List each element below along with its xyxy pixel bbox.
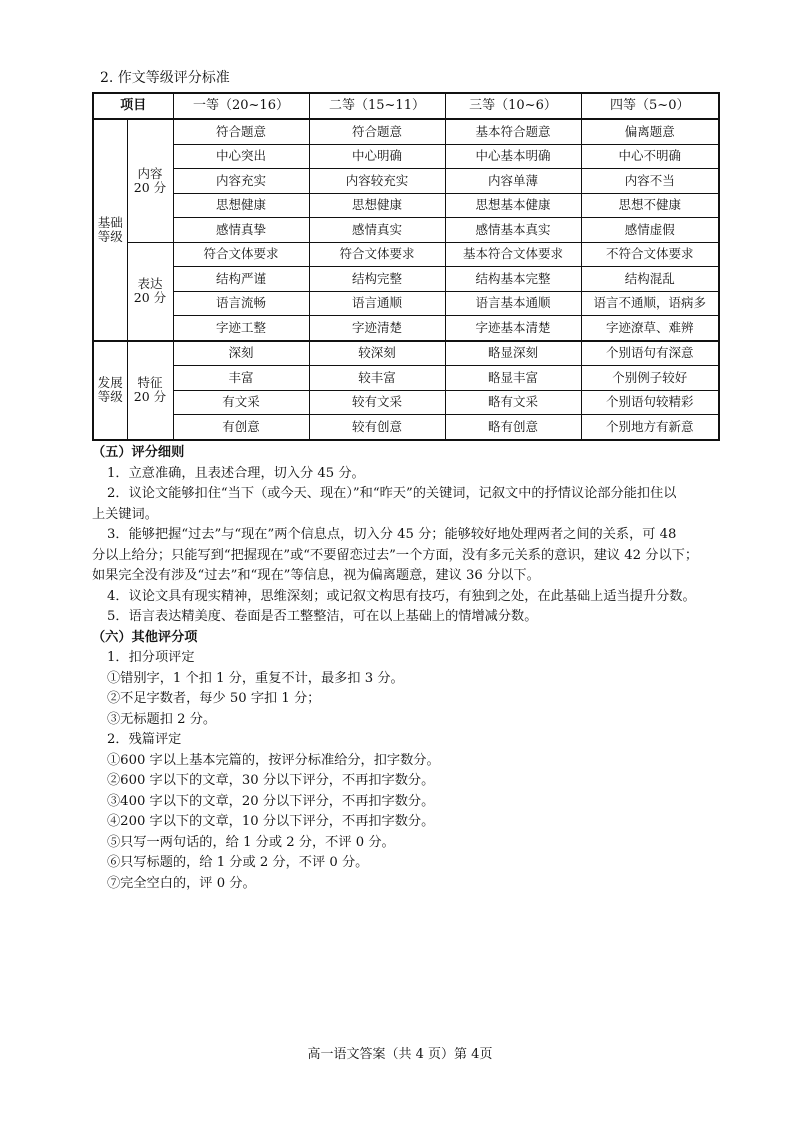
rule-line: 分以上给分；只能写到“把握现在”或“不要留恋过去”一个方面，没有多元关系的意识，建议 42 分以下； xyxy=(92,547,699,563)
criteria-cell: 字迹基本清楚 xyxy=(445,316,581,341)
grading-table-body xyxy=(93,93,719,440)
scoring-rules-text xyxy=(92,443,732,894)
criteria-cell: 感情虚假 xyxy=(581,218,719,243)
criteria-cell: 符合题意 xyxy=(309,119,445,144)
rule-line: 3．能够把握“过去”与“现在”两个信息点，切入分 45 分；能够较好地处理两者之间的关系，可 48 xyxy=(107,527,677,542)
criteria-cell: 中心基本明确 xyxy=(445,144,581,169)
criteria-cell: 略有创意 xyxy=(445,415,581,440)
table-row xyxy=(93,218,719,243)
rule-line: ②600 字以下的文章，30 分以下评分，不再扣字数分。 xyxy=(107,773,435,788)
criteria-cell: 内容不当 xyxy=(581,169,719,194)
header-cell-item: 项目 xyxy=(93,93,173,119)
criteria-cell: 有创意 xyxy=(173,415,309,440)
rule-line: 4．议论文具有现实精神，思维深刻；或记叙文构思有技巧，有独到之处，在此基础上适当提升分数。 xyxy=(107,588,696,604)
rule-line: ①600 字以上基本完篇的，按评分标准给分，扣字数分。 xyxy=(107,752,440,768)
category-label-line: 内容 xyxy=(137,165,163,181)
criteria-cell: 中心不明确 xyxy=(581,144,719,169)
criteria-cell: 语言不通顺，语病多 xyxy=(581,291,719,316)
criteria-cell: 较有创意 xyxy=(309,415,445,440)
header-cell-grade-4: 四等（5~0） xyxy=(581,93,719,119)
rule-line: ⑥只写标题的，给 1 分或 2 分，不评 0 分。 xyxy=(107,855,369,870)
criteria-cell: 语言流畅 xyxy=(173,291,309,316)
section-heading: （五）评分细则 xyxy=(92,445,185,460)
rule-line: ⑦完全空白的，评 0 分。 xyxy=(107,875,256,891)
level-label-cell xyxy=(93,119,127,341)
rule-line: 1．立意准确，且表述合理，切入分 45 分。 xyxy=(107,465,365,481)
criteria-cell: 个别例子较好 xyxy=(581,366,719,391)
criteria-cell: 偏离题意 xyxy=(581,119,719,144)
grading-table xyxy=(92,92,720,441)
criteria-cell: 不符合文体要求 xyxy=(581,242,719,267)
criteria-cell: 语言基本通顺 xyxy=(445,291,581,316)
table-row xyxy=(93,242,719,267)
rule-line: 2．议论文能够扣住“当下（或今天、现在）”和“昨天”的关键词，记叙文中的抒情议论部分能扣住以 xyxy=(107,486,677,501)
level-label-line: 基础 xyxy=(97,214,123,230)
section-heading: （六）其他评分项 xyxy=(92,629,198,645)
table-header-row xyxy=(93,93,719,119)
criteria-cell: 个别语句有深意 xyxy=(581,341,719,366)
rule-line: ②不足字数者，每少 50 字扣 1 分； xyxy=(107,691,321,706)
rule-line: 2．残篇评定 xyxy=(107,732,182,747)
rule-line: 1．扣分项评定 xyxy=(107,650,195,665)
criteria-cell: 丰富 xyxy=(173,366,309,391)
criteria-cell: 结构基本完整 xyxy=(445,267,581,292)
category-label-line: 20 分 xyxy=(133,290,167,305)
criteria-cell: 略有文采 xyxy=(445,390,581,415)
category-label-line: 20 分 xyxy=(133,179,167,195)
criteria-cell: 略显深刻 xyxy=(445,341,581,366)
criteria-cell: 较丰富 xyxy=(309,366,445,391)
table-row xyxy=(93,193,719,218)
criteria-cell: 较深刻 xyxy=(309,341,445,366)
table-row xyxy=(93,390,719,415)
level-label-line: 等级 xyxy=(97,228,123,244)
category-label-cell xyxy=(127,119,173,242)
rule-line: ③400 字以下的文章，20 分以下评分，不再扣字数分。 xyxy=(107,793,435,809)
criteria-cell: 中心明确 xyxy=(309,144,445,169)
criteria-cell: 深刻 xyxy=(173,341,309,366)
header-cell-grade-2: 二等（15~11） xyxy=(309,93,445,119)
criteria-cell: 略显丰富 xyxy=(445,366,581,391)
criteria-cell: 中心突出 xyxy=(173,144,309,169)
criteria-cell: 字迹清楚 xyxy=(309,316,445,341)
criteria-cell: 有文采 xyxy=(173,390,309,415)
rule-line: 如果完全没有涉及“过去”和“现在”等信息，视为偏离题意，建议 36 分以下。 xyxy=(92,568,540,583)
criteria-cell: 结构严谨 xyxy=(173,267,309,292)
rule-line: ⑤只写一两句话的，给 1 分或 2 分，不评 0 分。 xyxy=(107,834,395,850)
level-label-line: 等级 xyxy=(97,389,123,404)
rule-line: ①错别字，1 个扣 1 分，重复不计，最多扣 3 分。 xyxy=(107,670,404,686)
table-row xyxy=(93,119,719,144)
category-label-line: 特征 xyxy=(137,375,163,390)
table-row xyxy=(93,341,719,366)
criteria-cell: 符合题意 xyxy=(173,119,309,144)
rule-line: ④200 字以下的文章，10 分以下评分，不再扣字数分。 xyxy=(107,814,435,829)
criteria-cell: 思想健康 xyxy=(309,193,445,218)
criteria-cell: 较有文采 xyxy=(309,390,445,415)
criteria-cell: 结构完整 xyxy=(309,267,445,292)
criteria-cell: 符合文体要求 xyxy=(309,242,445,267)
criteria-cell: 字迹工整 xyxy=(173,316,309,341)
table-row xyxy=(93,291,719,316)
page-footer: 高一语文答案（共 4 页）第 4页 xyxy=(307,1047,493,1062)
table-row xyxy=(93,144,719,169)
table-row xyxy=(93,169,719,194)
criteria-cell: 基本符合题意 xyxy=(445,119,581,144)
criteria-cell: 语言通顺 xyxy=(309,291,445,316)
header-cell-grade-3: 三等（10~6） xyxy=(445,93,581,119)
criteria-cell: 字迹潦草、难辨 xyxy=(581,316,719,341)
criteria-cell: 思想健康 xyxy=(173,193,309,218)
criteria-cell: 感情基本真实 xyxy=(445,218,581,243)
table-row xyxy=(93,415,719,440)
criteria-cell: 内容单薄 xyxy=(445,169,581,194)
criteria-cell: 个别地方有新意 xyxy=(581,415,719,440)
table-row xyxy=(93,316,719,341)
rule-line: 上关键词。 xyxy=(92,506,158,522)
table-title: 2. 作文等级评分标准 xyxy=(100,70,230,86)
category-label-line: 20 分 xyxy=(133,389,167,404)
criteria-cell: 思想基本健康 xyxy=(445,193,581,218)
rule-line: ③无标题扣 2 分。 xyxy=(107,711,217,727)
criteria-cell: 感情真实 xyxy=(309,218,445,243)
criteria-cell: 符合文体要求 xyxy=(173,242,309,267)
criteria-cell: 感情真挚 xyxy=(173,218,309,243)
level-label-line: 发展 xyxy=(97,375,123,390)
level-label-cell xyxy=(93,341,127,440)
criteria-cell: 思想不健康 xyxy=(581,193,719,218)
criteria-cell: 内容充实 xyxy=(173,169,309,194)
criteria-cell: 基本符合文体要求 xyxy=(445,242,581,267)
criteria-cell: 个别语句较精彩 xyxy=(581,390,719,415)
rule-line: 5．语言表达精美度、卷面是否工整整洁，可在以上基础上的情增减分数。 xyxy=(107,609,538,624)
category-label-cell xyxy=(127,242,173,341)
category-label-cell xyxy=(127,341,173,440)
category-label-line: 表达 xyxy=(137,276,163,291)
criteria-cell: 内容较充实 xyxy=(309,169,445,194)
header-cell-grade-1: 一等（20~16） xyxy=(173,93,309,119)
criteria-cell: 结构混乱 xyxy=(581,267,719,292)
table-row xyxy=(93,366,719,391)
table-row xyxy=(93,267,719,292)
